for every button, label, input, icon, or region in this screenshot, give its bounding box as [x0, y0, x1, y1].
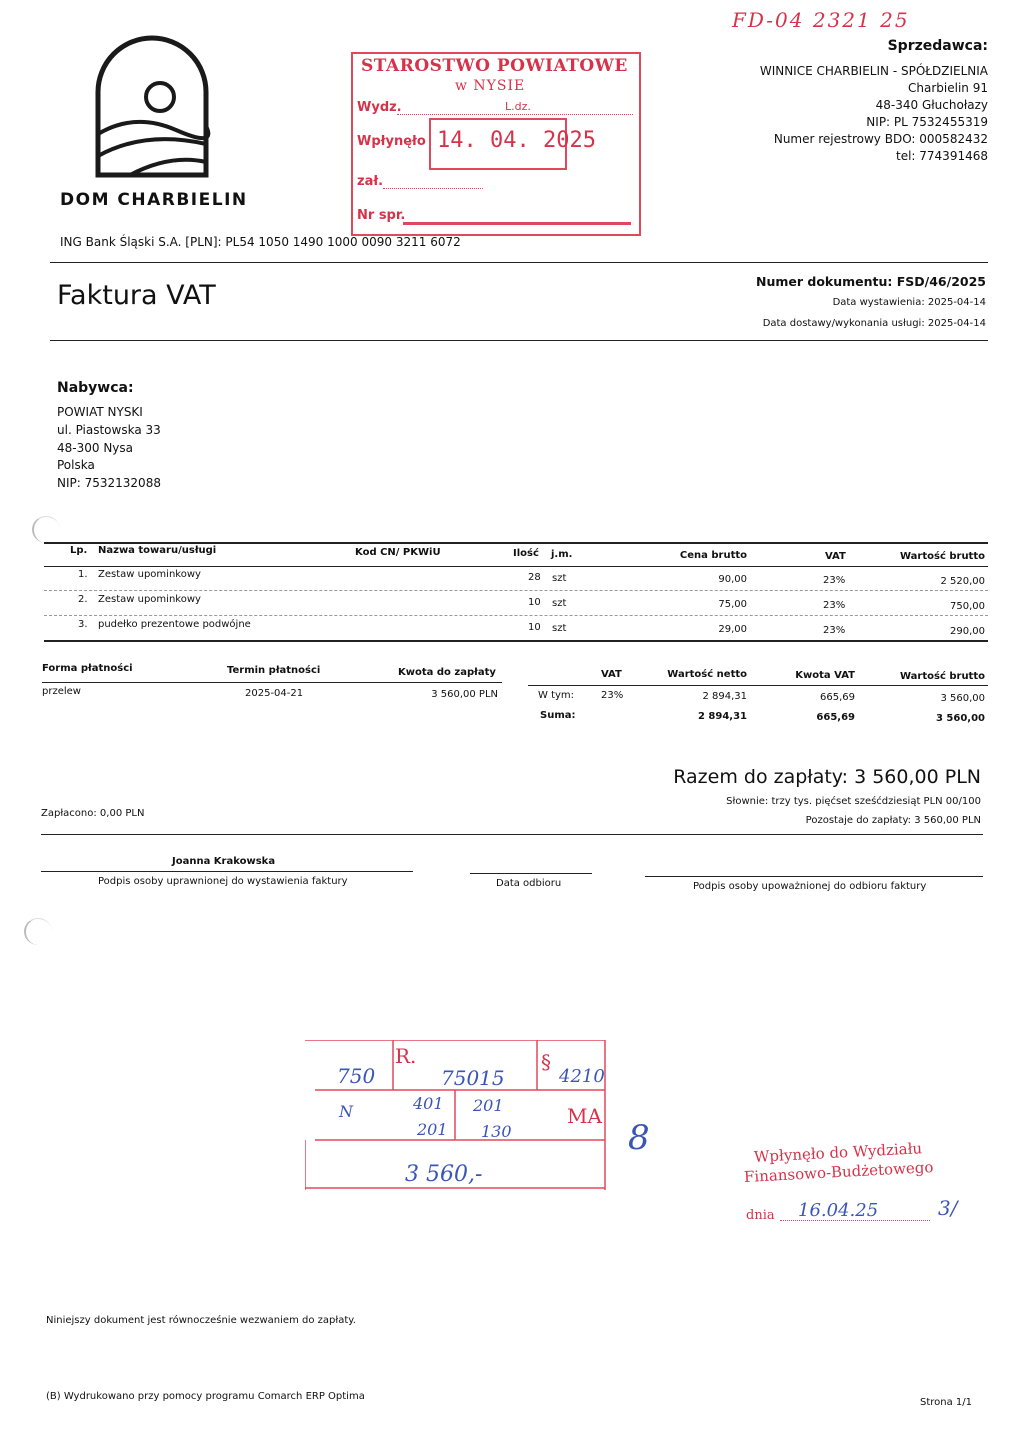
stamp-handwritten-r: 75015: [441, 1066, 505, 1090]
stamp-ldz-label: L.dz.: [505, 100, 531, 113]
buyer-line: POWIAT NYSKI: [57, 405, 143, 419]
payment-form-value: przelew: [42, 686, 81, 697]
vat-summary-wtym-vatamt: 665,69: [820, 692, 855, 703]
payment-amount-value: 3 560,00 PLN: [431, 689, 498, 700]
amount-in-words: Słownie: trzy tys. pięćset sześćdziesiąt PLN 00/100: [726, 796, 981, 807]
seller-heading: Sprzedawca:: [887, 38, 988, 54]
row-price: 90,00: [718, 574, 747, 585]
delivery-date: Data dostawy/wykonania usługi: 2025-04-14: [762, 318, 986, 329]
received-stamp-line1: Wpłynęło do Wydziału: [753, 1139, 923, 1166]
stamp-r-label: R.: [395, 1044, 417, 1068]
document-number: Numer dokumentu: FSD/46/2025: [756, 274, 986, 289]
row-price: 29,00: [718, 624, 747, 635]
company-logo: [90, 30, 214, 180]
vat-summary-wtym-gross: 3 560,00: [940, 693, 985, 704]
received-stamp-initials: 3/: [938, 1196, 958, 1220]
footer-printed: (B) Wydrukowano przy pomocy programu Comarch ERP Optima: [46, 1391, 365, 1402]
stamp-handwritten-s: 4210: [559, 1066, 605, 1087]
buyer-line: 48-300 Nysa: [57, 441, 134, 455]
row-qty: 10: [528, 622, 541, 633]
row-vat: 23%: [823, 600, 846, 611]
vat-summary-gross-label: Wartość brutto: [899, 671, 985, 682]
row-name: pudełko prezentowe podwójne: [98, 619, 251, 630]
stamp-handwritten-b2: 130: [481, 1122, 512, 1141]
seller-line: NIP: PL 7532455319: [866, 115, 988, 129]
row-vat: 23%: [823, 625, 846, 636]
row-qty: 10: [528, 597, 541, 608]
row-vat: 23%: [823, 575, 846, 586]
col-price: Cena brutto: [679, 550, 747, 561]
stamp-s-label: §: [541, 1050, 551, 1074]
row-total: 750,00: [950, 601, 985, 612]
stamp-city: w NYSIE: [455, 78, 526, 94]
vat-summary-suma-gross: 3 560,00: [935, 713, 985, 724]
received-stamp-date-label: dnia: [746, 1208, 775, 1223]
vat-summary-suma-vatamt: 665,69: [816, 712, 855, 723]
bank-account: ING Bank Śląski S.A. [PLN]: PL54 1050 1490 1000 0090 3211 6072: [60, 235, 461, 249]
col-code: Kod CN/ PKWiU: [355, 547, 441, 558]
document-title: Faktura VAT: [57, 280, 216, 311]
vat-summary-wtym-label: W tym:: [538, 690, 575, 701]
vat-summary-wtym-net: 2 894,31: [702, 691, 747, 702]
buyer-line: ul. Piastowska 33: [57, 423, 161, 437]
row-name: Zestaw upominkowy: [98, 569, 201, 580]
row-name: Zestaw upominkowy: [98, 594, 201, 605]
received-stamp: [742, 1139, 962, 1228]
payment-term-label: Termin płatności: [227, 665, 321, 676]
issuer-name: Joanna Krakowska: [172, 856, 276, 867]
issue-date: Data wystawienia: 2025-04-14: [832, 297, 986, 308]
seller-line: Charbielin 91: [908, 81, 988, 95]
row-qty: 28: [528, 572, 541, 583]
stamp-handwritten-a1: 401: [413, 1094, 444, 1113]
vat-summary-vat-label: VAT: [601, 669, 622, 680]
row-lp: 1.: [78, 569, 88, 580]
row-total: 2 520,00: [940, 576, 985, 587]
row-lp: 3.: [78, 619, 88, 630]
col-unit: j.m.: [551, 549, 573, 560]
received-stamp-date: 16.04.25: [798, 1200, 879, 1221]
total-due: Razem do zapłaty: 3 560,00 PLN: [673, 766, 981, 788]
row-lp: 2.: [78, 594, 88, 605]
handwritten-reference: FD-04 2321 25: [732, 8, 910, 32]
stamp-handwritten-c1: 750: [337, 1064, 376, 1088]
col-qty: Ilość: [513, 548, 539, 559]
stamp-title: STAROSTWO POWIATOWE: [361, 56, 628, 76]
seller-line: tel: 774391468: [896, 149, 988, 163]
stamp-date: 14. 04. 2025: [437, 128, 596, 153]
row-unit: szt: [552, 598, 567, 609]
punch-hole-mark: [24, 918, 52, 945]
vat-summary-suma-net: 2 894,31: [697, 711, 747, 722]
col-vat: VAT: [825, 551, 846, 562]
vat-summary-vatamt-label: Kwota VAT: [795, 670, 855, 681]
row-price: 75,00: [718, 599, 747, 610]
stamp-nrspr-label: Nr spr.: [357, 208, 406, 223]
seller-line: 48-340 Głuchołazy: [875, 98, 988, 112]
payment-amount-label: Kwota do zapłaty: [398, 667, 496, 678]
logo-mark-icon: [90, 30, 214, 180]
registry-stamp: [351, 52, 641, 236]
punch-hole-mark: [32, 516, 60, 543]
row-unit: szt: [552, 573, 567, 584]
receipt-date-label: Data odbioru: [496, 878, 562, 889]
col-total: Wartość brutto: [899, 551, 985, 562]
issuer-signature-label: Podpis osoby uprawnionej do wystawienia faktury: [98, 876, 348, 887]
payment-term-value: 2025-04-21: [245, 688, 304, 699]
row-total: 290,00: [950, 626, 985, 637]
stamp-ma-label: MA: [567, 1104, 602, 1128]
page-number: Strona 1/1: [920, 1397, 973, 1408]
col-name: Nazwa towaru/usługi: [98, 545, 217, 556]
buyer-heading: Nabywca:: [57, 380, 134, 396]
seller-line: WINNICE CHARBIELIN - SPÓŁDZIELNIA: [759, 64, 988, 78]
vat-summary-net-label: Wartość netto: [667, 669, 747, 680]
row-unit: szt: [552, 623, 567, 634]
stamp-handwritten-n: N: [339, 1102, 353, 1121]
company-name: DOM CHARBIELIN: [60, 190, 248, 210]
vat-summary-suma-label: Suma:: [540, 710, 576, 721]
stamp-handwritten-a2: 201: [417, 1120, 448, 1139]
stamp-wplynelo-label: Wpłynęło: [357, 134, 426, 149]
payment-form-label: Forma płatności: [42, 663, 133, 674]
amount-remaining: Pozostaje do zapłaty: 3 560,00 PLN: [805, 815, 981, 826]
footer-note: Niniejszy dokument jest równocześnie wezwaniem do zapłaty.: [46, 1315, 356, 1326]
vat-summary-wtym-vat: 23%: [601, 690, 624, 701]
stamp-wydz-label: Wydz.: [357, 100, 402, 115]
stamp-zal-label: zał.: [357, 174, 384, 189]
stamp-handwritten-b1: 201: [473, 1096, 504, 1115]
buyer-line: NIP: 7532132088: [57, 476, 161, 490]
buyer-line: Polska: [57, 458, 95, 472]
stamp-handwritten-amount: 3 560,-: [405, 1162, 483, 1187]
received-stamp-line2: Finansowo-Budżetowego: [743, 1158, 934, 1186]
amount-paid: Zapłacono: 0,00 PLN: [41, 808, 145, 819]
receiver-signature-label: Podpis osoby upoważnionej do odbioru faktury: [693, 881, 927, 892]
accounting-stamp: [305, 1040, 607, 1190]
seller-line: Numer rejestrowy BDO: 000582432: [773, 132, 988, 146]
col-lp: Lp.: [70, 545, 88, 556]
handwritten-side-mark: 8: [628, 1118, 650, 1158]
